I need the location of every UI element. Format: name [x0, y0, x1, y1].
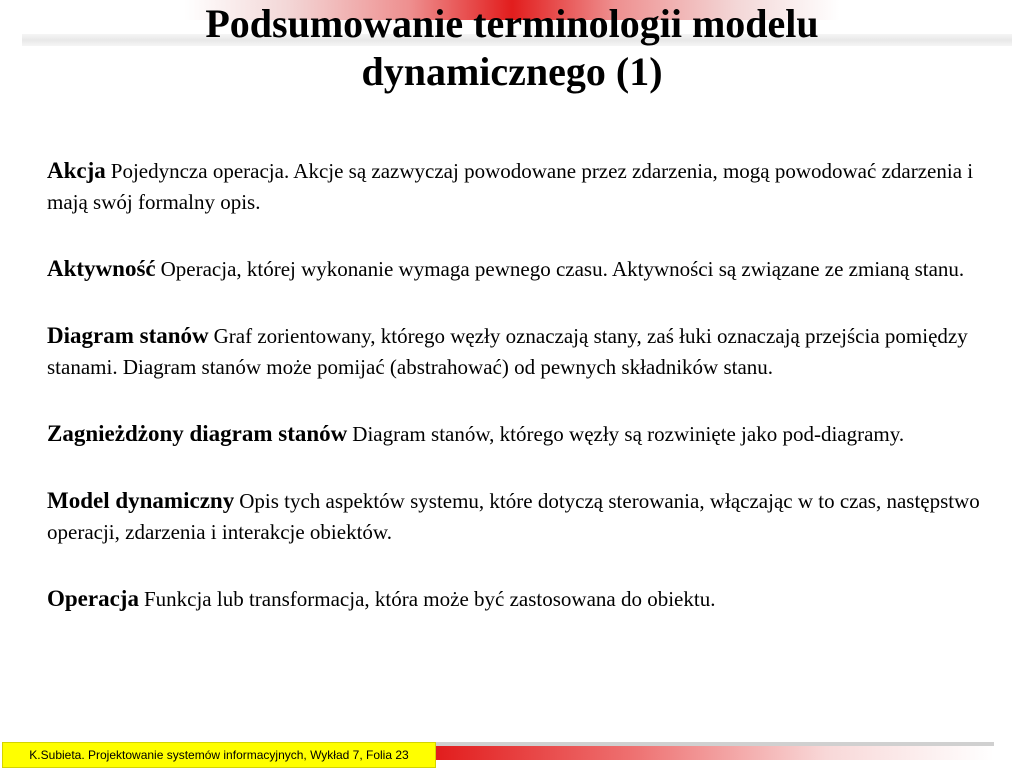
slide-title: [0, 0, 1024, 96]
definition-text: Graf zorientowany, którego węzły oznaczają stany, zaś łuki oznaczają przejścia pomiędzy stanami. Diagram stanów może pomijać (abstrahować) od pewnych składników stanu.: [47, 324, 968, 379]
definition-entry: [47, 485, 997, 548]
definition-text: Opis tych aspektów systemu, które dotyczą sterowania, włączając w to czas, następstwo operacji, zdarzenia i interakcje obiektów.: [47, 489, 980, 544]
definition-term: Zagnieżdżony diagram stanów: [47, 421, 348, 446]
definition-text: Operacja, której wykonanie wymaga pewnego czasu. Aktywności są związane ze zmianą stanu.: [160, 257, 965, 281]
definition-text: Diagram stanów, którego węzły są rozwinięte jako pod-diagramy.: [352, 422, 905, 446]
definition-entry: [47, 418, 997, 450]
definition-entry: [47, 155, 997, 218]
definitions-list: [47, 155, 997, 650]
definition-term: Aktywność: [47, 256, 156, 281]
definition-term: Diagram stanów: [47, 323, 209, 348]
definition-entry: [47, 583, 997, 615]
definition-text: Funkcja lub transformacja, która może być zastosowana do obiektu.: [143, 587, 716, 611]
footer-decorative-band: [436, 746, 994, 760]
definition-entry: [47, 320, 997, 383]
footer-label: K.Subieta. Projektowanie systemów informacyjnych, Wykład 7, Folia 23: [2, 742, 436, 768]
definition-term: Model dynamiczny: [47, 488, 235, 513]
slide-title-line-2: dynamicznego (1): [361, 49, 663, 94]
slide-title-line-1: Podsumowanie terminologii modelu: [205, 1, 819, 46]
definition-text: Pojedyncza operacja. Akcje są zazwyczaj powodowane przez zdarzenia, mogą powodować zdarzenia i mają swój formalny opis.: [47, 159, 974, 214]
definition-term: Akcja: [47, 158, 106, 183]
definition-term: Operacja: [47, 586, 139, 611]
definition-entry: [47, 253, 997, 285]
